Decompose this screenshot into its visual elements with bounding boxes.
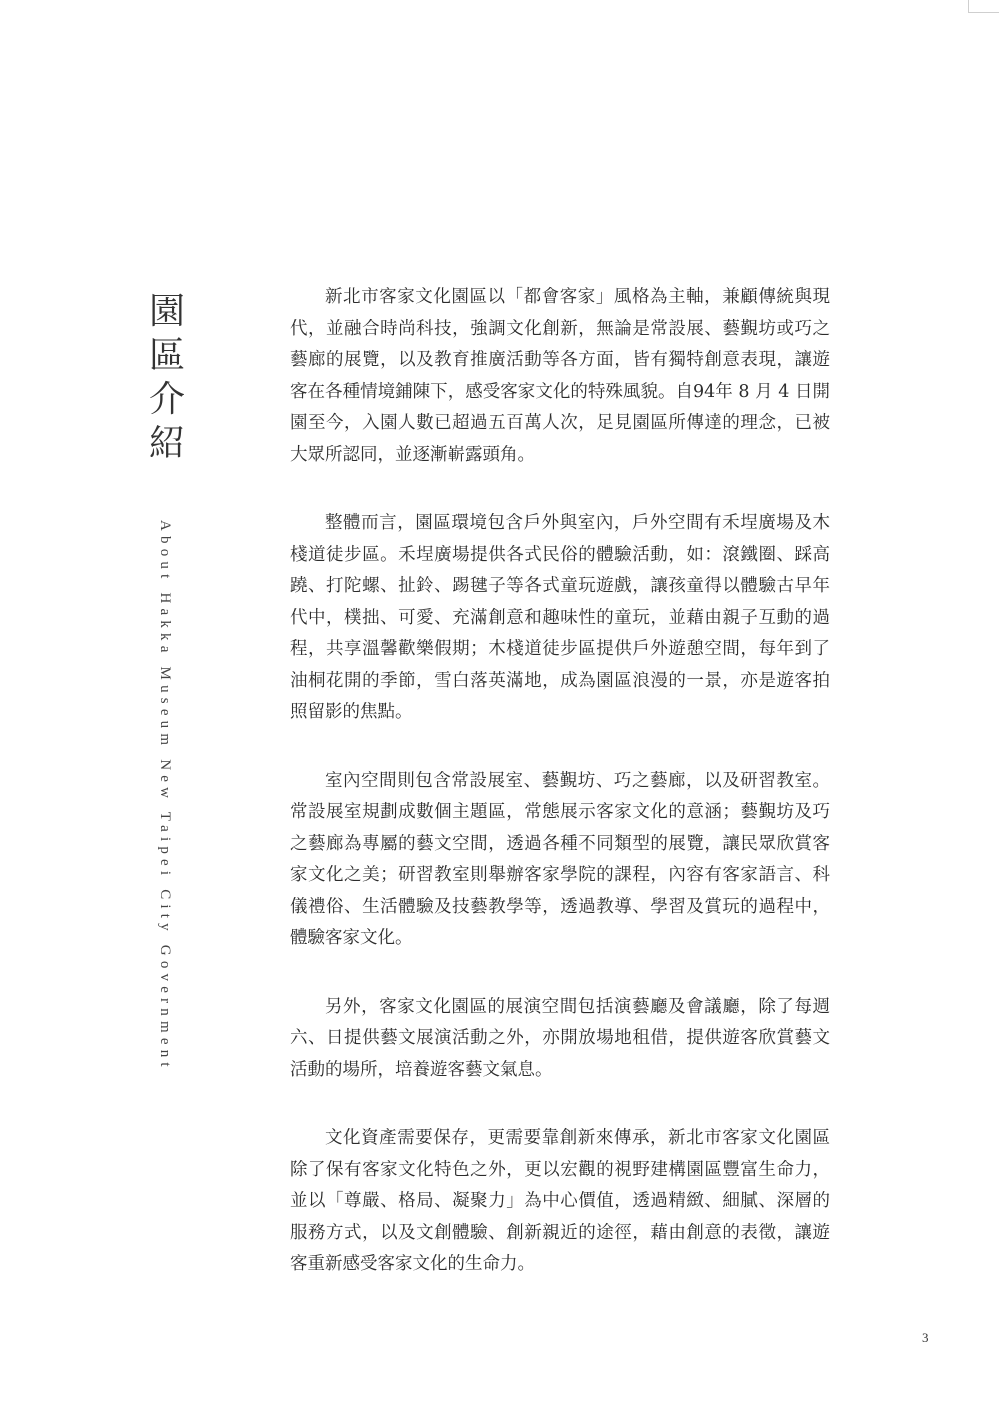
corner-crop-mark <box>968 0 999 13</box>
page-number: 3 <box>922 1330 929 1345</box>
paragraph: 整體而言，園區環境包含戶外與室內，戶外空間有禾埕廣場及木棧道徒步區。禾埕廣場提供各式民俗的體驗活動，如：滾鐵圈、踩高蹺、打陀螺、扯鈴、踢毽子等各式童玩遊戲，讓孩童得以體驗古早年代中，樸拙、可愛、充滿創意和趣味性的童玩，並藉由親子互動的過程，共享溫馨歡樂假期；木棧道徒步區提供戶外遊憩空間，每年到了油桐花開的季節，雪白落英滿地，成為園區浪漫的一景，亦是遊客拍照留影的焦點。 <box>290 513 830 722</box>
paragraph: 室內空間則包含常設展室、藝覲坊、巧之藝廊，以及研習教室。常設展室規劃成數個主題區，常態展示客家文化的意涵；藝覲坊及巧之藝廊為專屬的藝文空間，透過各種不同類型的展覽，讓民眾欣賞客家文化之美；研習教室則舉辦客家學院的課程，內容有客家語言、科儀禮俗、生活體驗及技藝教學等，透過教導、學習及賞玩的過程中，體驗客家文化。 <box>290 770 830 948</box>
title-char: 區 <box>148 335 185 376</box>
paragraph: 文化資產需要保存，更需要靠創新來傳承，新北市客家文化園區除了保有客家文化特色之外，更以宏觀的視野建構園區豐富生命力，並以「尊嚴、格局、凝聚力」為中心價值，透過精緻、細膩、深層的服務方式，以及文創體驗、創新親近的途徑，藉由創意的表徵，讓遊客重新感受客家文化的生命力。 <box>290 1128 830 1274</box>
page-title <box>145 290 189 466</box>
english-subtitle: About Hakka Museum New Taipei City Government <box>157 520 173 1072</box>
body-text <box>290 282 830 1318</box>
paragraph: 另外，客家文化園區的展演空間包括演藝廳及會議廳，除了每週六、日提供藝文展演活動之外，亦開放場地租借，提供遊客欣賞藝文活動的場所，培養遊客藝文氣息。 <box>290 996 830 1080</box>
paragraph: 新北市客家文化園區以「都會客家」風格為主軸，兼顧傳統與現代，並融合時尚科技，強調文化創新，無論是常設展、藝覲坊或巧之藝廊的展覽，以及教育推廣活動等各方面，皆有獨特創意表現，讓遊客在各種情境鋪陳下，感受客家文化的特殊風貌。自94年 8 月 4 日開園至今，入園人數已超過五百萬人次，足見園區所傳達的理念，已被大眾所認同，並逐漸嶄露頭角。 <box>290 287 830 465</box>
title-char: 園 <box>148 291 185 332</box>
title-char: 介 <box>148 379 185 420</box>
title-char: 紹 <box>148 423 185 464</box>
